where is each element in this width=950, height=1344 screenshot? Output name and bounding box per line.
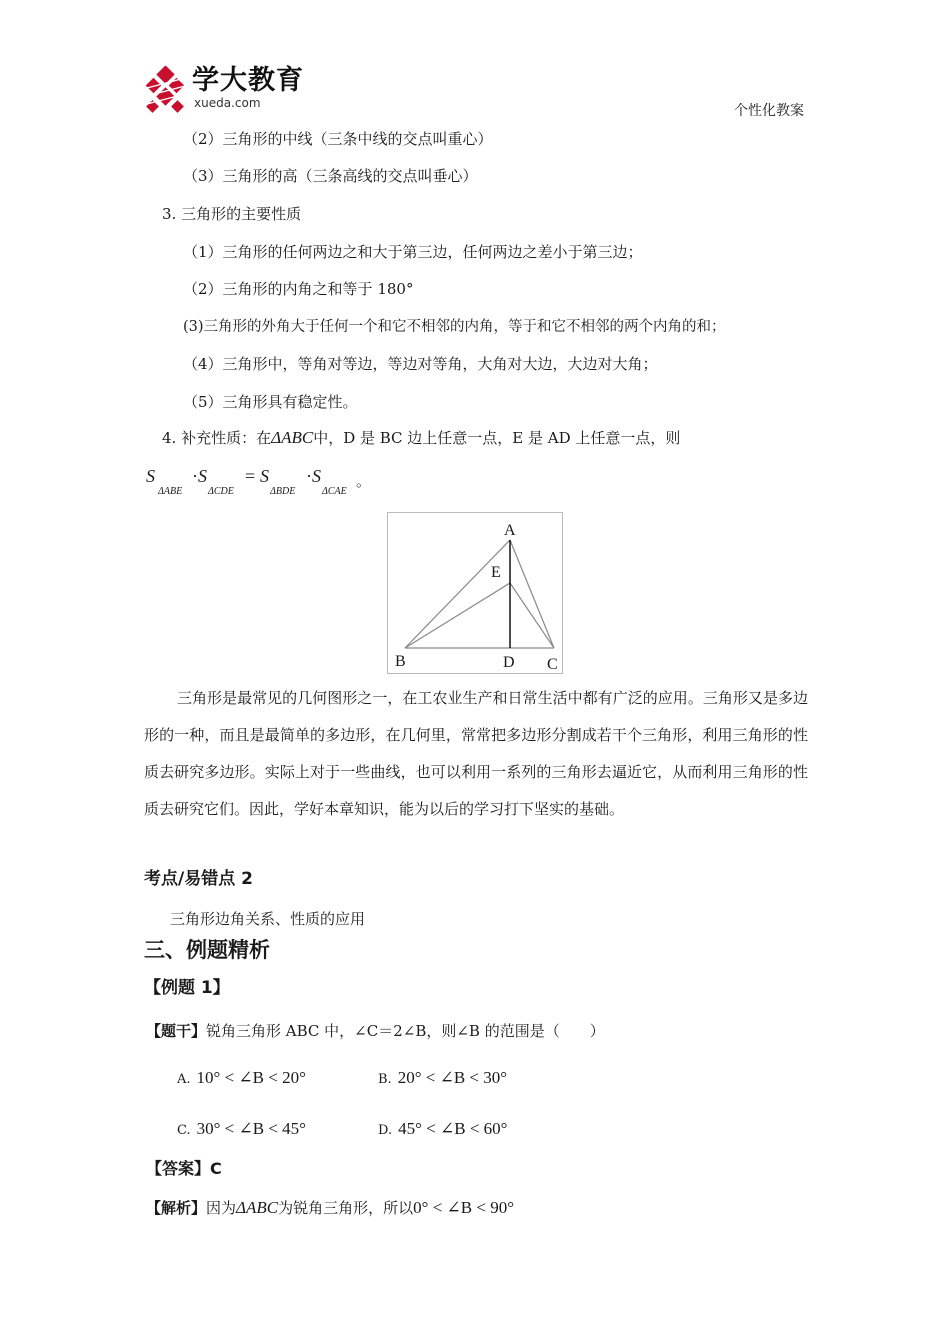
formula-s4: S — [312, 466, 321, 486]
doc-label: 个性化教案 — [734, 103, 804, 119]
option-d-letter: D. — [378, 1123, 393, 1138]
property-5: （5）三角形具有稳定性。 — [183, 393, 358, 411]
analysis-triangle: ΔABC — [236, 1198, 279, 1217]
analysis-line — [146, 1198, 514, 1218]
line-altitude: （3）三角形的高（三条高线的交点叫垂心） — [183, 167, 478, 185]
label-b: B — [395, 653, 406, 670]
label-d: D — [503, 654, 515, 671]
formula-sub-bde: ΔBDE — [270, 486, 296, 497]
triangle-diagram — [388, 513, 564, 675]
formula-sub-cde: ΔCDE — [208, 486, 234, 497]
question-tag: 【题干】 — [146, 1022, 207, 1040]
option-c-letter: C. — [177, 1123, 191, 1138]
question-text: 锐角三角形 ABC 中，∠C＝2∠B，则∠B 的范围是（ ） — [206, 1022, 605, 1040]
answer-value: C — [210, 1159, 222, 1178]
brand-name-en: xueda.com — [194, 96, 261, 110]
option-a-expr: 10° < ∠B < 20° — [196, 1068, 306, 1087]
option-d-expr: 45° < ∠B < 60° — [398, 1119, 508, 1138]
formula-s3: S — [260, 466, 269, 486]
triangle-figure — [387, 512, 563, 674]
label-c: C — [547, 656, 558, 673]
property-2: （2）三角形的内角之和等于 180° — [183, 280, 414, 298]
section-4-suffix: 中，D 是 BC 边上任意一点，E 是 AD 上任意一点，则 — [313, 429, 681, 447]
section-4-line — [162, 428, 680, 448]
answer-line — [146, 1158, 222, 1180]
kaodian-text: 三角形边角关系、性质的应用 — [170, 910, 366, 928]
formula-period: 。 — [356, 472, 372, 490]
analysis-prefix: 因为 — [206, 1199, 237, 1217]
option-c-expr: 30° < ∠B < 45° — [196, 1119, 306, 1138]
xueda-logo-icon — [143, 66, 193, 116]
segment-ba — [405, 540, 510, 648]
brand-name-cn: 学大教育 — [192, 65, 304, 96]
option-d[interactable] — [378, 1119, 507, 1139]
property-3: (3)三角形的外角大于任何一个和它不相邻的内角，等于和它不相邻的两个内角的和； — [183, 319, 726, 335]
formula-s2: S — [198, 466, 207, 486]
analysis-middle: 为锐角三角形，所以 — [278, 1199, 414, 1217]
question-line — [146, 1021, 605, 1041]
brand-logo — [143, 66, 193, 116]
label-a: A — [504, 522, 516, 539]
formula-sub-abe: ΔABE — [158, 486, 183, 497]
property-4: （4）三角形中，等角对等边，等边对等角，大角对大边，大边对大角； — [183, 355, 658, 373]
formula-dot2: · — [306, 466, 312, 486]
analysis-expr: 0° < ∠B < 90° — [413, 1198, 514, 1217]
formula-dot1: · — [192, 466, 198, 486]
formula-s1: S — [146, 466, 155, 486]
section-4-prefix: 4. 补充性质：在 — [162, 429, 272, 447]
answer-tag: 【答案】 — [146, 1159, 211, 1178]
segment-be — [405, 583, 510, 648]
property-1: （1）三角形的任何两边之和大于第三边，任何两边之差小于第三边； — [183, 243, 643, 261]
segment-ac — [510, 540, 554, 648]
kaodian-title: 考点/易错点 2 — [144, 869, 253, 889]
option-b[interactable] — [378, 1068, 507, 1088]
formula-equals: = — [245, 466, 256, 486]
triangle-abc: ΔABC — [271, 428, 314, 447]
option-c[interactable] — [177, 1119, 306, 1139]
option-a[interactable] — [177, 1068, 306, 1088]
example-title: 【例题 1】 — [144, 978, 230, 998]
section-title: 三、例题精析 — [144, 938, 270, 962]
intro-paragraph — [144, 680, 808, 828]
option-b-letter: B. — [378, 1072, 392, 1087]
option-a-letter: A. — [177, 1072, 191, 1087]
analysis-tag: 【解析】 — [146, 1199, 207, 1217]
intro-paragraph-text: 三角形是最常见的几何图形之一，在工农业生产和日常生活中都有广泛的应用。三角形又是多边形的一种，而且是最简单的多边形，在几何里，常常把多边形分割成若干个三角形，利用三角形的性质去研究多边形。实际上对于一些曲线，也可以利用一系列的三角形去逼近它，从而利用三角形的性质去研究它们。因此，学好本章知识，能为以后的学习打下坚实的基础。 — [144, 689, 808, 818]
section-3-heading: 3. 三角形的主要性质 — [162, 205, 302, 223]
line-median: （2）三角形的中线（三条中线的交点叫重心） — [183, 130, 493, 148]
formula-sub-cae: ΔCAE — [322, 486, 347, 497]
label-e: E — [491, 564, 501, 581]
option-b-expr: 20° < ∠B < 30° — [397, 1068, 508, 1087]
